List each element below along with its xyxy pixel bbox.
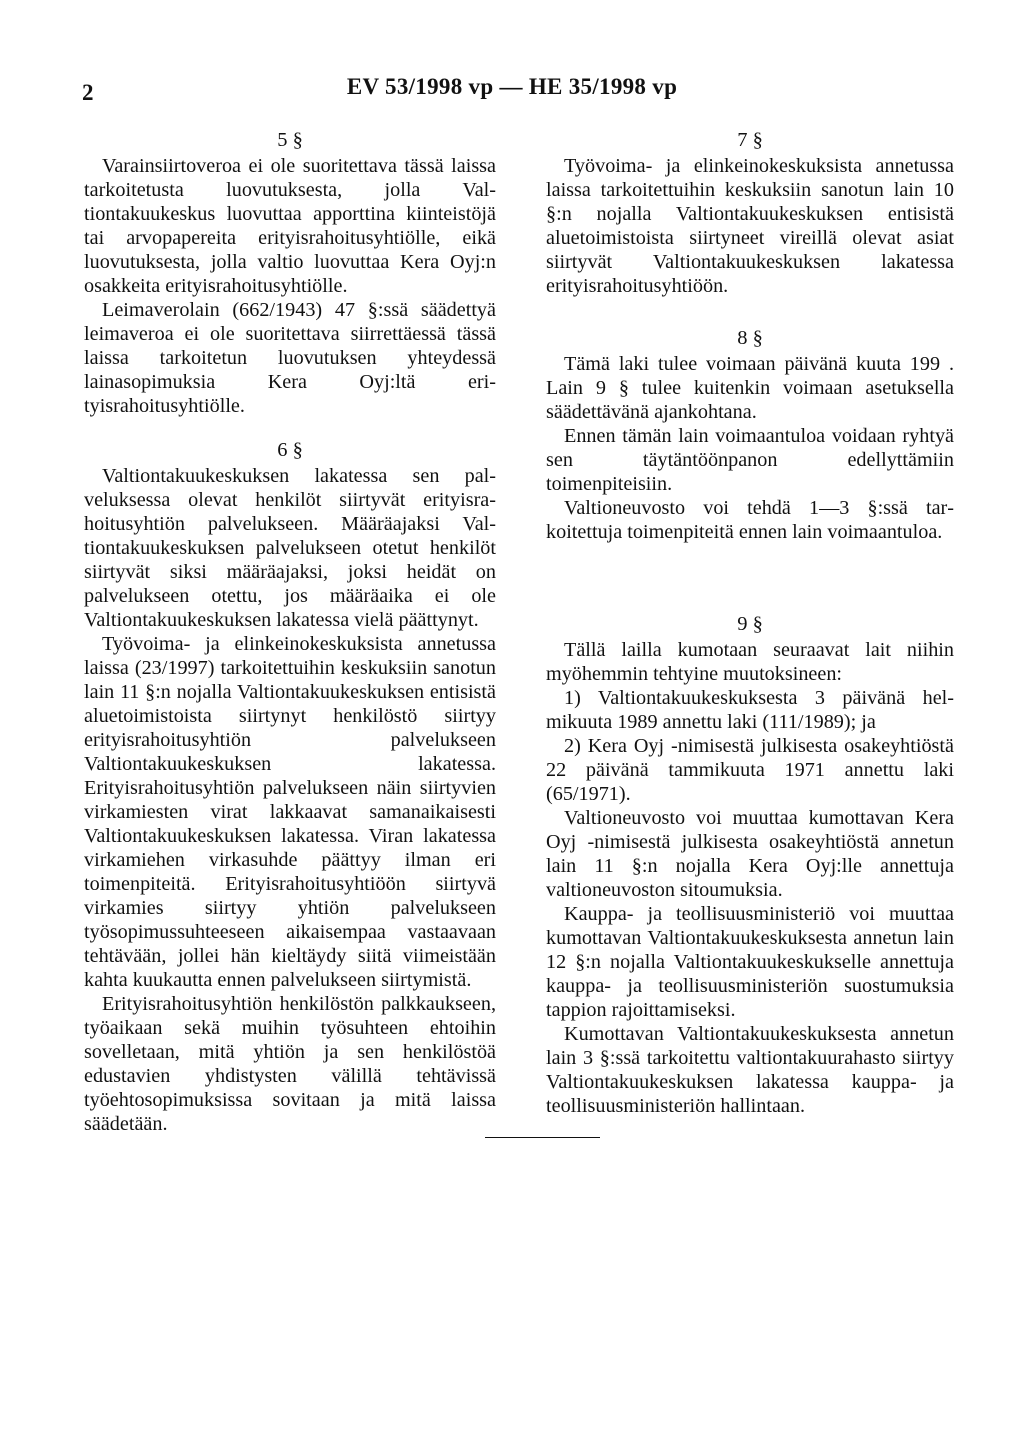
section-heading-9: 9 § bbox=[737, 613, 763, 635]
paragraph: Valtioneuvosto voi muuttaa kumottavan Kera Oyj -nimisestä julkisesta osakeyhtiöstä annetun lain 11 §:n nojalla Kera Oyj:lle annettuja valtioneuvoston sitoumuksia. bbox=[546, 807, 954, 901]
section-heading-7: 7 § bbox=[737, 129, 763, 151]
paragraph: Erityisrahoitusyhtiön henkilöstön palkkaukseen, työaikaan sekä muihin työsuhteen ehtoihin sovelletaan, mitä yhtiön ja sen henkilöstöä edustavien yhdistysten välillä tehtävissä työehtosopimuksissa sovitaan ja mitä laissa säädetään. bbox=[84, 993, 496, 1135]
page-number: 2 bbox=[82, 80, 94, 105]
section-heading-8: 8 § bbox=[737, 327, 763, 349]
section-heading-5: 5 § bbox=[277, 129, 303, 151]
paragraph: Tämä laki tulee voimaan päivänä kuuta 199 . Lain 9 § tulee kuitenkin voimaan asetuksella säädettävänä ajankohtana. bbox=[546, 353, 954, 423]
left-column bbox=[84, 128, 496, 1136]
section-heading-6: 6 § bbox=[277, 439, 303, 461]
end-rule bbox=[485, 1137, 600, 1138]
paragraph: Leimaverolain (662/1943) 47 §:ssä säädettyä leimaveroa ei ole suoritettava siirrettäessä tässä laissa tarkoitetun luovutuksen yhteydessä lainasopimuksia Kera Oyj:ltä erityisrahoitusyhtiölle. bbox=[84, 299, 496, 417]
paragraph: Työvoima- ja elinkeinokeskuksista annetussa laissa tarkoitettuihin keskuksiin sanotun lain 10 §:n nojalla Valtiontakuukeskuksen entisistä aluetoimistoista siirtyneet vireillä olevat asiat siirtyvät Valtiontakuukeskuksen lakatessa erityisrahoitusyhtiöön. bbox=[546, 155, 954, 297]
paragraph: Tällä lailla kumotaan seuraavat lait niihin myöhemmin tehtyine muutoksineen: bbox=[546, 639, 954, 685]
paragraph: Valtioneuvosto voi tehdä 1—3 §:ssä tarkoitettuja toimenpiteitä ennen lain voimaantuloa. bbox=[546, 497, 954, 543]
paragraph: Varainsiirtoveroa ei ole suoritettava tässä laissa tarkoitetusta luovutuksesta, jolla Valtiontakuukeskus luovuttaa apporttina kiinteistöjä tai arvopapereita erityisrahoitusyhtiölle, eikä luovutuksesta, jolla valtio luovuttaa Kera Oyj:n osakkeita erityisrahoitusyhtiölle. bbox=[84, 155, 496, 297]
paragraph: Ennen tämän lain voimaantuloa voidaan ryhtyä sen täytäntöönpanon edellyttämiin toimenpiteisiin. bbox=[546, 425, 954, 495]
paragraph: Valtiontakuukeskuksen lakatessa sen palveluksessa olevat henkilöt siirtyvät erityisrahoitusyhtiön palvelukseen. Määräajaksi Valtiontakuukeskuksen palvelukseen otetut henkilöt siirtyvät siksi määräajaksi, joksi heidät on palvelukseen otettu, jos määräaika ei ole Valtiontakuukeskuksen lakatessa vielä päättynyt. bbox=[84, 465, 496, 631]
right-column bbox=[546, 128, 954, 1118]
list-item: 1) Valtiontakuukeskuksesta 3 päivänä helmikuuta 1989 annettu laki (111/1989); ja bbox=[546, 687, 954, 733]
list-item: 2) Kera Oyj -nimisestä julkisesta osakeyhtiöstä 22 päivänä tammikuuta 1971 annettu laki (65/1971). bbox=[546, 735, 954, 805]
paragraph: Kumottavan Valtiontakuukeskuksesta annetun lain 3 §:ssä tarkoitettu valtiontakuurahasto siirtyy Valtiontakuukeskuksen lakatessa kauppa- ja teollisuusministeriön hallintaan. bbox=[546, 1023, 954, 1117]
paragraph: Työvoima- ja elinkeinokeskuksista annetussa laissa (23/1997) tarkoitettuihin keskuksiin sanotun lain 11 §:n nojalla Valtiontakuukeskuksen entisistä aluetoimistoista siirtynyt henkilöstö siirtyy erityisrahoitusyhtiön palvelukseen Valtiontakuukeskuksen lakatessa. Erityisrahoitusyhtiön palvelukseen näin siirtyvien virkamiesten virat lakkaavat samanaikaisesti Valtiontakuukeskuksen lakatessa. Viran lakatessa virkamiehen virkasuhde päättyy ilman eri toimenpiteitä. Erityisrahoitusyhtiöön siirtyvä virkamies siirtyy yhtiön palvelukseen työsopimussuhteeseen aikaisempaa vastaavaan tehtävään, jollei hän kieltäydy siitä viimeistään kahta kuukautta ennen palvelukseen siirtymistä. bbox=[84, 633, 496, 991]
paragraph: Kauppa- ja teollisuusministeriö voi muuttaa kumottavan Valtiontakuukeskuksesta annetun lain 12 §:n nojalla Valtiontakuukeskukselle annettuja kauppa- ja teollisuusministeriön suostumuksia tappion rajoittamiseksi. bbox=[546, 903, 954, 1021]
running-head: EV 53/1998 vp — HE 35/1998 vp bbox=[346, 74, 678, 99]
